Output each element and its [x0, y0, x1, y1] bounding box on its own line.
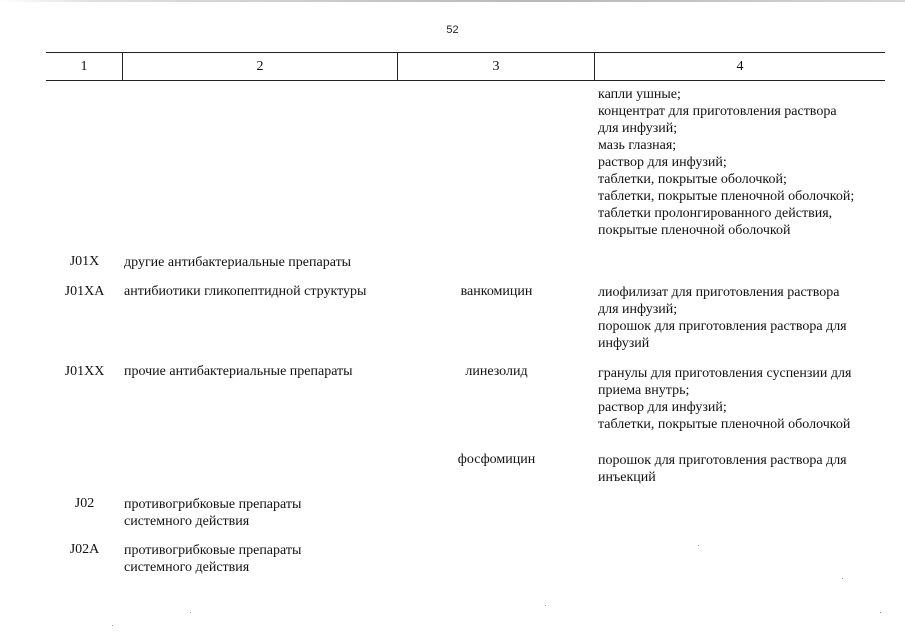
- row-code-j02: J02: [74, 496, 95, 511]
- scan-speck: [698, 545, 699, 546]
- row-code-j01x: J01X: [69, 254, 100, 269]
- row-drug-fosfomycin: фосфомицин: [457, 452, 536, 467]
- row-description-j01xa: [124, 283, 394, 300]
- form-line: порошок для приготовления раствора для: [598, 453, 847, 468]
- description-line: антибиотики гликопептидной структуры: [124, 284, 367, 299]
- column-header-2: 2: [123, 53, 398, 80]
- row-description-j01xx: [124, 363, 394, 380]
- form-line: капли ушные;: [598, 87, 681, 102]
- description-line: противогрибковые препараты: [124, 543, 302, 558]
- scan-speck: [190, 612, 191, 613]
- form-line: лиофилизат для приготовления раствора: [598, 285, 840, 300]
- form-line: таблетки, покрытые пленочной оболочкой;: [598, 189, 855, 204]
- form-line: мазь глазная;: [598, 138, 677, 153]
- row-forms-fosfomycin: [598, 452, 886, 486]
- form-line: раствор для инфузий;: [598, 155, 727, 170]
- table-header-row: [46, 52, 885, 81]
- description-line: прочие антибактериальные препараты: [124, 364, 353, 379]
- form-line: покрытые пленочной оболочкой: [598, 223, 791, 238]
- description-line: системного действия: [124, 560, 250, 575]
- row-description-j01x: [124, 254, 394, 271]
- scan-speck: [880, 612, 881, 613]
- row-description-j02: [124, 496, 394, 530]
- row-forms-j01xx: [598, 365, 886, 433]
- form-line: раствор для инфузий;: [598, 400, 727, 415]
- column-header-3: 3: [398, 53, 595, 80]
- description-line: системного действия: [124, 514, 250, 529]
- form-line: таблетки пролонгированного действия,: [598, 206, 833, 221]
- form-line: таблетки, покрытые пленочной оболочкой: [598, 417, 851, 432]
- description-line: противогрибковые препараты: [124, 497, 302, 512]
- scan-speck: [112, 625, 113, 626]
- form-line: инъекций: [598, 470, 656, 485]
- row-code-j02a: J02A: [69, 542, 100, 557]
- row-description-j02a: [124, 542, 394, 576]
- form-line: инфузий: [598, 336, 650, 351]
- form-line: гранулы для приготовления суспензии для: [598, 366, 852, 381]
- row-drug-linezolid: линезолид: [465, 364, 528, 379]
- form-line: порошок для приготовления раствора для: [598, 319, 847, 334]
- page-number: 52: [446, 24, 459, 36]
- row-code-j01xa: J01XA: [64, 284, 105, 299]
- form-line: приема внутрь;: [598, 383, 690, 398]
- column-header-4: 4: [736, 59, 744, 74]
- column-header-1: 1: [46, 53, 123, 80]
- form-line: для инфузий;: [598, 121, 678, 136]
- continued-forms-cell: [598, 86, 886, 239]
- form-line: концентрат для приготовления раствора: [598, 104, 837, 119]
- scan-speck: [842, 578, 843, 579]
- form-line: таблетки, покрытые оболочкой;: [598, 172, 787, 187]
- row-code-j01xx: J01XX: [64, 364, 105, 379]
- form-line: для инфузий;: [598, 302, 678, 317]
- description-line: другие антибактериальные препараты: [124, 255, 352, 270]
- row-forms-j01xa: [598, 284, 886, 352]
- scan-speck: [545, 605, 546, 606]
- row-drug-vancomycin: ванкомицин: [460, 284, 533, 299]
- page-top-edge: [0, 0, 905, 2]
